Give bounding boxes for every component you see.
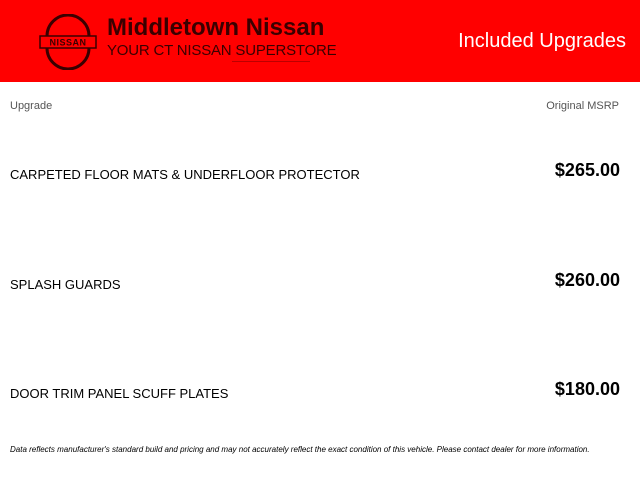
logo-text: NISSAN: [49, 37, 87, 48]
brand-name: Middletown Nissan: [107, 14, 325, 41]
upgrade-name: SPLASH GUARDS: [10, 277, 121, 292]
column-header-msrp: Original MSRP: [546, 100, 619, 112]
page-title: Included Upgrades: [458, 30, 626, 52]
disclaimer-text: Data reflects manufacturer's standard build and pricing and may not accurately reflect the exact condition of this vehicle. Please contact dealer for more information.: [10, 445, 590, 454]
column-header-upgrade: Upgrade: [10, 100, 53, 112]
brand-tagline: YOUR CT NISSAN SUPERSTORE: [107, 42, 337, 59]
upgrade-row: [0, 270, 640, 300]
dealer-logo[interactable]: [38, 14, 337, 70]
header-banner: [0, 0, 640, 82]
upgrade-price: $260.00: [554, 270, 620, 290]
upgrade-price: $265.00: [554, 160, 620, 180]
upgrade-row: [0, 379, 640, 409]
brand-underline: [232, 61, 310, 62]
upgrade-row: [0, 160, 640, 190]
nissan-logo-icon: [38, 14, 98, 70]
upgrade-name: CARPETED FLOOR MATS & UNDERFLOOR PROTECTOR: [10, 167, 360, 182]
upgrade-price: $180.00: [554, 379, 620, 399]
upgrade-name: DOOR TRIM PANEL SCUFF PLATES: [10, 386, 229, 401]
